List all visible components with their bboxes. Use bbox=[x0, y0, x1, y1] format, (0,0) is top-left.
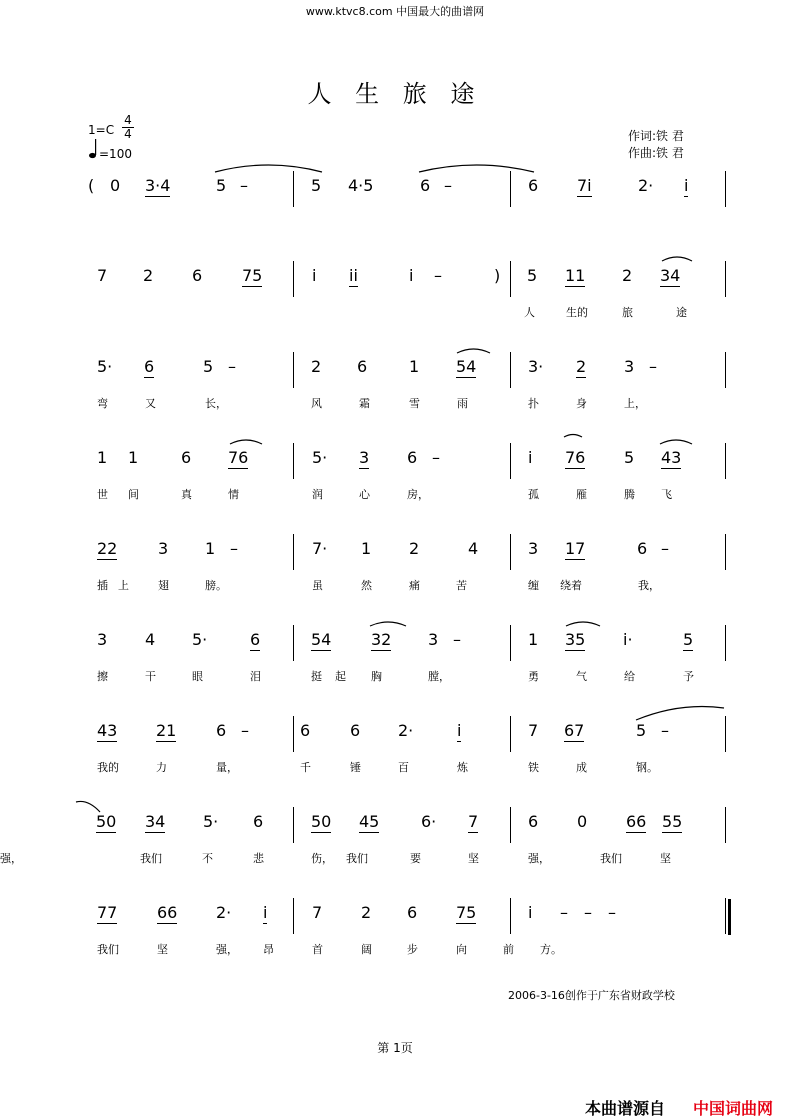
note: 75 bbox=[456, 903, 477, 922]
note: – bbox=[230, 539, 238, 558]
note: 5 bbox=[636, 721, 647, 740]
lyric: 途 bbox=[676, 306, 687, 319]
lyric: 锤 bbox=[350, 761, 361, 774]
note: 5· bbox=[203, 812, 219, 831]
note: ( bbox=[88, 176, 95, 195]
note: 66 bbox=[157, 903, 178, 922]
note: – bbox=[444, 176, 452, 195]
note: 1 bbox=[409, 357, 420, 376]
lyric: 坚 bbox=[660, 852, 671, 865]
note: 2 bbox=[143, 266, 154, 285]
lyric: 插 bbox=[97, 579, 108, 592]
lyric: 强， bbox=[0, 852, 22, 865]
lyric: 情 bbox=[228, 488, 239, 501]
note: 43 bbox=[661, 448, 682, 467]
lyric: 昂 bbox=[263, 943, 274, 956]
note: 7 bbox=[468, 812, 479, 831]
note: 6 bbox=[253, 812, 264, 831]
note: 0 bbox=[110, 176, 121, 195]
note: 17 bbox=[565, 539, 586, 558]
note: 6 bbox=[357, 357, 368, 376]
note: i bbox=[263, 903, 268, 922]
lyric: 方。 bbox=[540, 943, 562, 956]
note: 45 bbox=[359, 812, 380, 831]
note: – bbox=[240, 176, 248, 195]
note: 75 bbox=[242, 266, 263, 285]
note: 34 bbox=[660, 266, 681, 285]
note: 3 bbox=[528, 539, 539, 558]
slur bbox=[566, 622, 600, 626]
note: 6 bbox=[181, 448, 192, 467]
note: 1 bbox=[97, 448, 108, 467]
note: i bbox=[528, 448, 533, 467]
slur bbox=[457, 349, 490, 353]
lyric: 给 bbox=[624, 670, 635, 683]
lyric: 膀。 bbox=[205, 579, 227, 592]
lyric: 勇 bbox=[528, 670, 539, 683]
lyric: 雨 bbox=[457, 397, 468, 410]
note: i· bbox=[623, 630, 633, 649]
note: 6 bbox=[637, 539, 648, 558]
lyric: 长， bbox=[205, 397, 227, 410]
note: 6 bbox=[407, 903, 418, 922]
note: 6 bbox=[300, 721, 311, 740]
note: 76 bbox=[565, 448, 586, 467]
note: 2 bbox=[622, 266, 633, 285]
note: 6 bbox=[528, 812, 539, 831]
note: i bbox=[528, 903, 533, 922]
note: – bbox=[661, 539, 669, 558]
note: – bbox=[661, 721, 669, 740]
lyric: 炼 bbox=[457, 761, 468, 774]
lyric: 悲 bbox=[253, 852, 264, 865]
time-denominator: 4 bbox=[124, 127, 132, 141]
lyric: 旅 bbox=[622, 306, 633, 319]
note: 0 bbox=[577, 812, 588, 831]
lyric: 步 bbox=[407, 943, 418, 956]
note: 5· bbox=[192, 630, 208, 649]
key-signature: 1=C bbox=[88, 123, 115, 137]
note: 2· bbox=[398, 721, 414, 740]
lyric: 眼 bbox=[192, 670, 203, 683]
note: – bbox=[453, 630, 461, 649]
note: 34 bbox=[145, 812, 166, 831]
note: 5 bbox=[624, 448, 635, 467]
note: 4 bbox=[468, 539, 479, 558]
lyric: 不 bbox=[202, 852, 213, 865]
note: i bbox=[457, 721, 462, 740]
lyric: 飞 bbox=[661, 488, 672, 501]
slur bbox=[419, 165, 534, 172]
lyric: 雁 bbox=[576, 488, 587, 501]
lyric: 润 bbox=[312, 488, 323, 501]
note: 5 bbox=[527, 266, 538, 285]
note: 6 bbox=[407, 448, 418, 467]
slur bbox=[215, 165, 322, 172]
lyric: 予 bbox=[683, 670, 694, 683]
lyric: 泪 bbox=[250, 670, 261, 683]
lyric: 要 bbox=[410, 852, 421, 865]
note: 54 bbox=[311, 630, 332, 649]
note: 6· bbox=[421, 812, 437, 831]
note: 2 bbox=[409, 539, 420, 558]
composer: 作曲:铁 君 bbox=[628, 146, 684, 160]
time-numerator: 4 bbox=[124, 113, 132, 127]
lyric: 阔 bbox=[361, 943, 372, 956]
note: 3 bbox=[158, 539, 169, 558]
lyric: 又 bbox=[145, 397, 156, 410]
note: 1 bbox=[528, 630, 539, 649]
note: 7 bbox=[312, 903, 323, 922]
lyric: 强， bbox=[216, 943, 238, 956]
lyric: 缠 bbox=[528, 579, 539, 592]
note: – bbox=[228, 357, 236, 376]
note: – bbox=[432, 448, 440, 467]
note: i bbox=[312, 266, 317, 285]
lyric: 我们 bbox=[140, 852, 162, 865]
lyric: 擦 bbox=[97, 670, 108, 683]
lyric: 生的 bbox=[566, 306, 588, 319]
note: 3 bbox=[359, 448, 370, 467]
lyric: 铁 bbox=[528, 761, 539, 774]
note: 4·5 bbox=[348, 176, 374, 195]
lyric: 痛 bbox=[409, 579, 420, 592]
note: 5 bbox=[216, 176, 227, 195]
note: 35 bbox=[565, 630, 586, 649]
footer-source-label: 本曲谱源自 bbox=[585, 1099, 666, 1118]
lyric: 腾 bbox=[624, 488, 635, 501]
note: 6 bbox=[250, 630, 261, 649]
lyric: 绕着 bbox=[560, 579, 582, 592]
lyric: 风 bbox=[311, 397, 322, 410]
note: 22 bbox=[97, 539, 118, 558]
composition-note: 2006-3-16创作于广东省财政学校 bbox=[508, 989, 675, 1002]
note: 55 bbox=[662, 812, 683, 831]
note: 6 bbox=[350, 721, 361, 740]
note: 7i bbox=[577, 176, 592, 195]
slur bbox=[230, 440, 262, 444]
lyric: 坚 bbox=[468, 852, 479, 865]
slur bbox=[662, 257, 692, 261]
lyric: 房， bbox=[407, 488, 429, 501]
note: – bbox=[241, 721, 249, 740]
note: 2 bbox=[576, 357, 587, 376]
note: i bbox=[684, 176, 689, 195]
note: 3 bbox=[428, 630, 439, 649]
lyric: 虽 bbox=[312, 579, 323, 592]
lyric: 我， bbox=[638, 579, 660, 592]
lyric: 胸 bbox=[371, 670, 382, 683]
note: – bbox=[649, 357, 657, 376]
lyric: 世 bbox=[97, 488, 108, 501]
page-number: 第 1页 bbox=[377, 1041, 413, 1055]
lyric: 干 bbox=[145, 670, 156, 683]
lyric: 扑 bbox=[528, 397, 539, 410]
lyric: 我们 bbox=[600, 852, 622, 865]
song-title: 人 生 旅 途 bbox=[307, 80, 483, 108]
lyric: 我的 bbox=[97, 761, 119, 774]
lyric: 霜 bbox=[359, 397, 370, 410]
note: 1 bbox=[128, 448, 139, 467]
lyric: 成 bbox=[576, 761, 587, 774]
slur bbox=[564, 435, 582, 438]
tempo-mark: =100 bbox=[99, 147, 132, 161]
slur bbox=[660, 440, 692, 444]
note: 5· bbox=[312, 448, 328, 467]
note: i bbox=[409, 266, 414, 285]
footer-site-name: 中国词曲网 bbox=[693, 1099, 774, 1118]
note: ) bbox=[494, 266, 501, 285]
lyric: 百 bbox=[398, 761, 409, 774]
note: 76 bbox=[228, 448, 249, 467]
note: 6 bbox=[216, 721, 227, 740]
lyric: 力 bbox=[156, 761, 167, 774]
note: 66 bbox=[626, 812, 647, 831]
lyric: 量， bbox=[216, 761, 238, 774]
lyric: 坚 bbox=[157, 943, 168, 956]
note: 5· bbox=[97, 357, 113, 376]
lyric: 弯 bbox=[97, 397, 108, 410]
lyric: 上， bbox=[624, 397, 646, 410]
note: 4 bbox=[145, 630, 156, 649]
note: 50 bbox=[96, 812, 117, 831]
lyric: 然 bbox=[361, 579, 372, 592]
note: 6 bbox=[420, 176, 431, 195]
lyric: 上 bbox=[118, 579, 129, 592]
note: 3·4 bbox=[145, 176, 171, 195]
note: 6 bbox=[144, 357, 155, 376]
note: 67 bbox=[564, 721, 585, 740]
lyric: 身 bbox=[576, 397, 587, 410]
note: 1 bbox=[361, 539, 372, 558]
note: 6 bbox=[192, 266, 203, 285]
note: 7 bbox=[97, 266, 108, 285]
note: 5 bbox=[683, 630, 694, 649]
note: 7 bbox=[528, 721, 539, 740]
note: – bbox=[434, 266, 442, 285]
note: 54 bbox=[456, 357, 477, 376]
note: 1 bbox=[205, 539, 216, 558]
lyric: 钢。 bbox=[636, 761, 658, 774]
note: ii bbox=[349, 266, 358, 285]
lyric: 孤 bbox=[528, 488, 539, 501]
lyric: 向 bbox=[456, 943, 467, 956]
lyric: 人 bbox=[524, 306, 535, 319]
note: 50 bbox=[311, 812, 332, 831]
lyric: 真 bbox=[181, 488, 192, 501]
note: – bbox=[608, 903, 616, 922]
slur bbox=[370, 622, 406, 626]
note: 11 bbox=[565, 266, 586, 285]
lyric: 前 bbox=[503, 943, 514, 956]
slur bbox=[636, 707, 724, 721]
lyric: 首 bbox=[312, 943, 323, 956]
lyric: 膛， bbox=[428, 670, 450, 683]
lyric: 苦 bbox=[456, 579, 467, 592]
lyric: 起 bbox=[335, 670, 346, 683]
lyricist: 作词:铁 君 bbox=[628, 129, 684, 143]
site-header: www.ktvc8.com 中国最大的曲谱网 bbox=[305, 5, 485, 18]
note: 77 bbox=[97, 903, 118, 922]
note: – bbox=[584, 903, 592, 922]
lyric: 强， bbox=[528, 852, 550, 865]
note: 2 bbox=[361, 903, 372, 922]
note: 21 bbox=[156, 721, 177, 740]
note: 43 bbox=[97, 721, 118, 740]
lyric: 挺 bbox=[311, 670, 322, 683]
note: 6 bbox=[528, 176, 539, 195]
note: 2· bbox=[638, 176, 654, 195]
lyric: 气 bbox=[576, 670, 587, 683]
note: 3 bbox=[624, 357, 635, 376]
lyric: 雪 bbox=[409, 397, 420, 410]
note: 3· bbox=[528, 357, 544, 376]
note: 5 bbox=[311, 176, 322, 195]
lyric: 千 bbox=[300, 761, 311, 774]
lyric: 翅 bbox=[158, 579, 169, 592]
lyric: 间 bbox=[128, 488, 139, 501]
note: 2· bbox=[216, 903, 232, 922]
lyric: 我们 bbox=[346, 852, 368, 865]
lyric: 伤， bbox=[311, 852, 333, 865]
note: 2 bbox=[311, 357, 322, 376]
lyric: 心 bbox=[359, 488, 370, 501]
note: 3 bbox=[97, 630, 108, 649]
note: 5 bbox=[203, 357, 214, 376]
slur bbox=[76, 801, 100, 812]
note: 7· bbox=[312, 539, 328, 558]
note: – bbox=[560, 903, 568, 922]
lyric: 我们 bbox=[97, 943, 119, 956]
note: 32 bbox=[371, 630, 392, 649]
